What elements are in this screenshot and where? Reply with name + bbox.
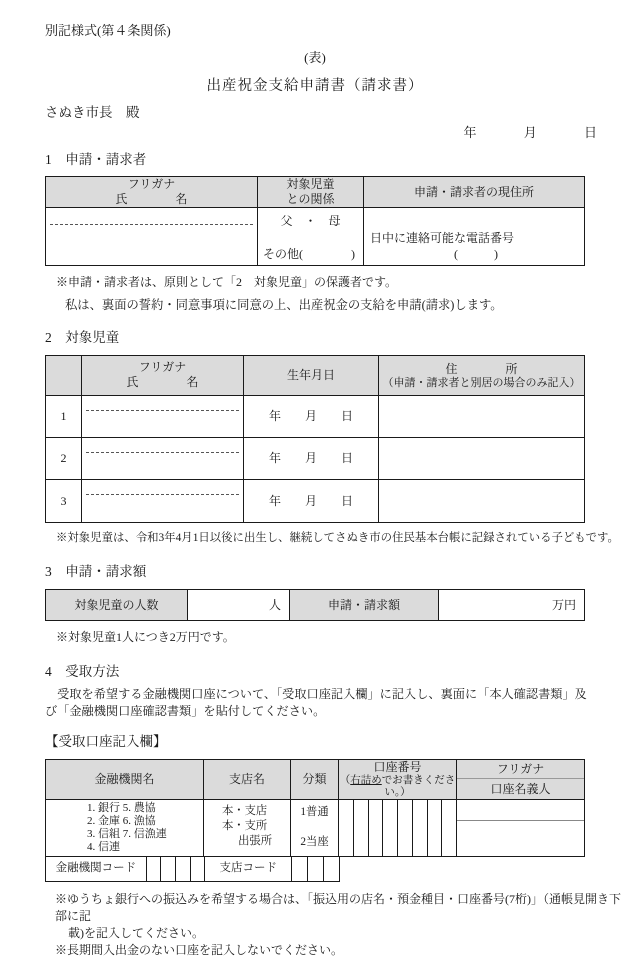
branch-name-header	[204, 760, 291, 799]
child-address-header-line1: 住 所	[445, 361, 518, 376]
applicant-name-field[interactable]	[46, 208, 258, 265]
child-name-header-label: 氏 名	[126, 375, 199, 390]
birth-header	[244, 356, 379, 395]
child-count-label	[46, 590, 188, 620]
holder-furigana-header: フリガナ	[457, 760, 584, 779]
bank-type-option-2[interactable]: 2. 金庫 6. 漁協	[87, 814, 156, 827]
birth-placeholder: 年 月 日	[268, 493, 353, 508]
phone-label: 日中に連絡可能な電話番号	[370, 231, 515, 246]
holder-name-field[interactable]	[457, 800, 584, 856]
child-row-3	[46, 480, 584, 522]
bank-name-header-label: 金融機関名	[94, 772, 155, 787]
amount-note: ※対象児童1人につき2万円です。	[56, 630, 235, 645]
applicant-name-header-label: 氏 名	[115, 191, 188, 206]
account-digit-box[interactable]	[441, 800, 456, 856]
amount-unit-label: 万円	[551, 598, 576, 613]
section2-heading: 2 対象児童	[45, 330, 120, 346]
branch-code-box[interactable]	[307, 857, 323, 881]
category-option-current[interactable]: 2当座	[300, 835, 329, 848]
account-digit-box[interactable]	[382, 800, 397, 856]
account-digit-box[interactable]	[412, 800, 427, 856]
payment-method-description: 受取を希望する金融機関口座について、「受取口座記入欄」に記入し、裏面に「本人確認書類」及び「金融機関口座確認書類」を貼付してください。	[45, 686, 587, 718]
relation-field[interactable]	[258, 208, 364, 265]
phone-field[interactable]: ( )	[454, 247, 498, 262]
addressee: さぬき市長 殿	[45, 104, 140, 120]
section1-heading: 1 申請・請求者	[45, 152, 147, 168]
account-digit-box[interactable]	[397, 800, 412, 856]
account-digit-box[interactable]	[353, 800, 368, 856]
furigana-separator	[86, 494, 239, 495]
child-address-header-line2: （申請・請求者と別居の場合のみ記入）	[382, 376, 581, 389]
account-digit-box[interactable]	[427, 800, 442, 856]
child-name-header	[82, 356, 244, 395]
dormant-account-note: ※長期間入出金のない口座を記入しないでください。	[55, 942, 344, 957]
category-header	[291, 760, 339, 799]
branch-code-box[interactable]	[323, 857, 339, 881]
address-header	[364, 177, 584, 207]
branch-name-field[interactable]	[204, 800, 291, 856]
row-number: 2	[46, 438, 82, 479]
date-year-label: 年	[463, 124, 477, 140]
side-label: (表)	[304, 49, 326, 65]
branch-name-header-label: 支店名	[228, 772, 265, 787]
applicant-furigana-header: フリガナ	[127, 176, 176, 191]
date-month-label: 月	[523, 124, 537, 140]
holder-header-label: 口座名義人	[490, 781, 551, 796]
bank-code-box[interactable]	[146, 857, 161, 881]
count-unit-label: 人	[268, 598, 281, 613]
branch-code-label: 支店コード	[204, 857, 291, 881]
child-name-field-2[interactable]	[82, 438, 244, 479]
child-count-label-text: 対象児童の人数	[74, 598, 159, 613]
furigana-separator	[86, 452, 239, 453]
account-digit-box[interactable]	[368, 800, 383, 856]
birth-header-label: 生年月日	[286, 368, 335, 383]
yucho-note-line2: 載)を記入してください。	[68, 925, 204, 940]
bank-type-option-1[interactable]: 1. 銀行 5. 農協	[87, 801, 156, 814]
holder-furigana-field[interactable]	[457, 800, 584, 821]
yucho-note-line1: ※ゆうちょ銀行への振込みを希望する場合は、「振込用の店名・預金種目・口座番号(7桁)」（通帳見開き下部に記	[55, 891, 621, 923]
child-address-field-2[interactable]	[379, 438, 584, 479]
child-address-field-3[interactable]	[379, 480, 584, 522]
row-number: 1	[46, 396, 82, 437]
row-number: 3	[46, 480, 82, 522]
bank-name-field[interactable]	[46, 800, 204, 856]
child-row-2	[46, 438, 584, 480]
address-header-label: 申請・請求者の現住所	[413, 184, 534, 199]
amount-label	[290, 590, 439, 620]
category-field[interactable]	[291, 800, 339, 856]
relation-header-line1: 対象児童	[286, 176, 335, 191]
birth-placeholder: 年 月 日	[268, 451, 353, 466]
bank-type-option-4[interactable]: 4. 信連	[87, 840, 120, 853]
branch-type-options[interactable]	[222, 804, 272, 849]
relation-header-line2: との関係	[286, 191, 335, 206]
relation-other-option[interactable]: その他( )	[263, 247, 355, 262]
relation-header	[258, 177, 364, 207]
bank-code-field[interactable]	[146, 857, 205, 881]
section4-heading: 4 受取方法	[45, 664, 120, 680]
form-reference: 別記様式(第４条関係)	[45, 23, 171, 38]
amount-label-text: 申請・請求額	[327, 598, 400, 613]
bank-code-box[interactable]	[190, 857, 205, 881]
bank-code-label: 金融機関コード	[55, 862, 137, 875]
account-number-header-sub: （右詰めでお書きください。）	[339, 775, 456, 799]
applicant-table	[45, 176, 585, 266]
bank-type-options[interactable]	[87, 800, 199, 854]
category-option-ordinary[interactable]: 1普通	[300, 805, 329, 818]
category-header-label: 分類	[302, 772, 327, 787]
account-number-field[interactable]	[339, 800, 457, 856]
child-birth-field-1[interactable]	[244, 396, 379, 437]
furigana-separator	[50, 224, 253, 225]
bank-type-option-3[interactable]: 3. 信組 7. 信漁連	[87, 827, 167, 840]
bank-code-box[interactable]	[160, 857, 175, 881]
date-day-label: 日	[583, 124, 597, 140]
child-row-1	[46, 396, 584, 438]
applicant-note: ※申請・請求者は、原則として「2 対象児童」の保護者です。	[56, 274, 398, 289]
child-birth-field-2[interactable]	[244, 438, 379, 479]
account-number-header	[339, 760, 457, 799]
children-table	[45, 355, 585, 523]
account-digit-box[interactable]	[339, 800, 353, 856]
child-name-field-3[interactable]	[82, 480, 244, 522]
amount-field[interactable]	[439, 590, 584, 620]
bank-code-box[interactable]	[175, 857, 190, 881]
child-name-field-1[interactable]	[82, 396, 244, 437]
date-line	[0, 124, 597, 142]
bank-account-table	[45, 759, 585, 857]
branch-type-option-2[interactable]: 本・支所	[222, 819, 268, 832]
code-row	[45, 857, 340, 882]
holder-header	[457, 760, 584, 799]
holder-name-entry[interactable]	[457, 821, 584, 856]
row-number-header	[46, 356, 82, 395]
child-address-header	[379, 356, 584, 395]
declaration-text: 私は、裏面の誓約・同意事項に同意の上、出産祝金の支給を申請(請求)します。	[65, 297, 503, 312]
branch-type-option-3[interactable]: 出張所	[238, 834, 272, 847]
amount-table	[45, 589, 585, 621]
applicant-name-header	[46, 177, 258, 207]
section3-heading: 3 申請・請求額	[45, 564, 147, 580]
children-note: ※対象児童は、令和3年4月1日以後に出生し、継続してさぬき市の住民基本台帳に記録されている子どもです。	[56, 531, 619, 544]
branch-code-field[interactable]	[291, 857, 339, 881]
account-box-title: 【受取口座記入欄】	[45, 733, 167, 749]
branch-code-box[interactable]	[291, 857, 307, 881]
account-number-header-label: 口座番号	[373, 760, 422, 775]
child-furigana-header: フリガナ	[138, 360, 187, 375]
birth-placeholder: 年 月 日	[268, 409, 353, 424]
branch-type-option-1[interactable]: 本・支店	[222, 804, 268, 817]
relation-options[interactable]: 父 ・ 母	[280, 213, 341, 228]
child-address-field-1[interactable]	[379, 396, 584, 437]
applicant-address-field[interactable]	[364, 208, 584, 265]
child-birth-field-3[interactable]	[244, 480, 379, 522]
furigana-separator	[86, 410, 239, 411]
child-count-field[interactable]	[188, 590, 290, 620]
footer-notes	[55, 891, 630, 959]
page-title: 出産祝金支給申請書（請求書）	[206, 78, 424, 95]
bank-name-header	[46, 760, 204, 799]
